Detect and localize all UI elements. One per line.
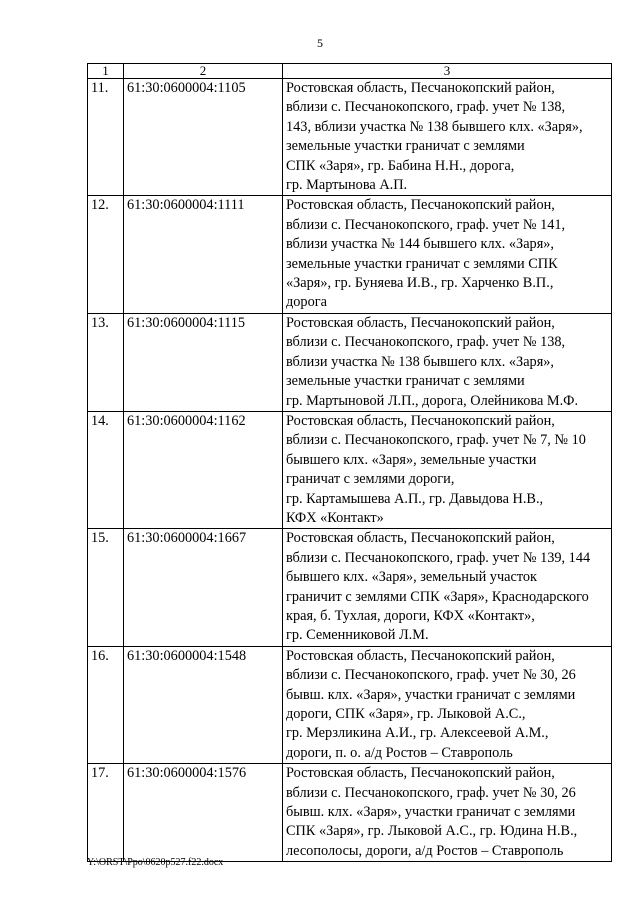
description-line: КФХ «Контакт» [286,509,384,526]
row-number: 12. [88,196,124,313]
header-col-2: 2 [124,64,283,79]
row-number: 14. [88,411,124,528]
description-line: Ростовская область, Песчанокопский район, [286,765,555,782]
location-description [283,313,612,411]
description-line: бывшего клх. «Заря», земельный участок [286,569,537,586]
description-line: гр. Картамышева А.П., гр. Давыдова Н.В., [286,490,544,507]
row-number: 16. [88,646,124,763]
description-line: вблизи с. Песчанокопского, граф. учет № 30, 26 [286,784,576,801]
description-line: бывш. клх. «Заря», участки граничат с землями [286,686,576,703]
description-line: вблизи участка № 144 бывшего клх. «Заря», [286,236,554,253]
description-line: вблизи с. Песчанокопского, граф. учет № 7, № 10 [286,432,586,449]
cadastral-number: 61:30:0600004:1115 [124,313,283,411]
row-number: 17. [88,764,124,862]
description-line: «Заря», гр. Буняева И.В., гр. Харченко В.П., [286,275,554,292]
description-line: земельные участки граничат с землями [286,373,525,390]
location-description [283,411,612,528]
row-number: 11. [88,79,124,196]
description-line: СПК «Заря», гр. Лыковой А.С., гр. Юдина Н.В., [286,823,578,840]
description-line: вблизи с. Песчанокопского, граф. учет № 138, [286,99,566,116]
table-row [88,79,612,196]
table-row [88,313,612,411]
cadastral-number: 61:30:0600004:1576 [124,764,283,862]
land-plot-table [87,63,612,862]
header-col-3: 3 [283,64,612,79]
table-header-row [88,64,612,79]
description-line: вблизи участка № 138 бывшего клх. «Заря», [286,353,554,370]
table-row [88,196,612,313]
description-line: СПК «Заря», гр. Бабина Н.Н., дорога, [286,157,515,174]
location-description [283,196,612,313]
description-line: граничат с землями дороги, [286,471,455,488]
description-line: вблизи с. Песчанокопского, граф. учет № 138, [286,334,566,351]
description-line: 143, вблизи участка № 138 бывшего клх. «Заря», [286,118,583,135]
description-line: гр. Мерзликина А.И., гр. Алексеевой А.М., [286,725,549,742]
row-number: 15. [88,529,124,646]
description-line: лесополосы, дороги, а/д Ростов – Ставрополь [286,842,564,859]
description-line: гр. Мартынова А.П. [286,177,408,194]
location-description [283,79,612,196]
location-description [283,529,612,646]
table-row [88,411,612,528]
row-number: 13. [88,313,124,411]
description-line: вблизи с. Песчанокопского, граф. учет № 30, 26 [286,667,576,684]
description-line: дороги, п. о. а/д Ростов – Ставрополь [286,744,513,761]
description-line: земельные участки граничат с землями [286,138,525,155]
footer-file-path: Y:\ORST\Ppo\0620p527.f22.docx [87,857,224,868]
description-line: Ростовская область, Песчанокопский район, [286,80,555,96]
description-line: гр. Семенниковой Л.М. [286,627,429,644]
location-description [283,646,612,763]
description-line: вблизи с. Песчанокопского, граф. учет № 139, 144 [286,549,591,566]
description-line: дороги, СПК «Заря», гр. Лыковой А.С., [286,706,526,722]
description-line: гр. Мартыновой Л.П., дорога, Олейникова М.Ф. [286,392,579,409]
description-line: Ростовская область, Песчанокопский район, [286,647,555,664]
cadastral-number: 61:30:0600004:1111 [124,196,283,313]
page-number: 5 [317,36,323,50]
location-description [283,764,612,862]
description-line: граничит с землями СПК «Заря», Краснодарского [286,588,589,605]
table-row [88,529,612,646]
description-line: Ростовская область, Песчанокопский район, [286,412,555,429]
header-col-1: 1 [88,64,124,79]
description-line: Ростовская область, Песчанокопский район, [286,197,555,214]
description-line: края, б. Тухлая, дороги, КФХ «Контакт», [286,607,535,624]
table-row [88,764,612,862]
description-line: бывш. клх. «Заря», участки граничат с землями [286,804,576,821]
cadastral-number: 61:30:0600004:1105 [124,79,283,196]
description-line: Ростовская область, Песчанокопский район, [286,314,555,331]
cadastral-number: 61:30:0600004:1162 [124,411,283,528]
description-line: Ростовская область, Песчанокопский район, [286,530,555,547]
table-row [88,646,612,763]
description-line: дорога [286,294,327,311]
description-line: земельные участки граничат с землями СПК [286,255,558,272]
description-line: бывшего клх. «Заря», земельные участки [286,451,537,468]
table-body [88,79,612,862]
cadastral-number: 61:30:0600004:1667 [124,529,283,646]
description-line: вблизи с. Песчанокопского, граф. учет № 141, [286,216,566,233]
cadastral-number: 61:30:0600004:1548 [124,646,283,763]
